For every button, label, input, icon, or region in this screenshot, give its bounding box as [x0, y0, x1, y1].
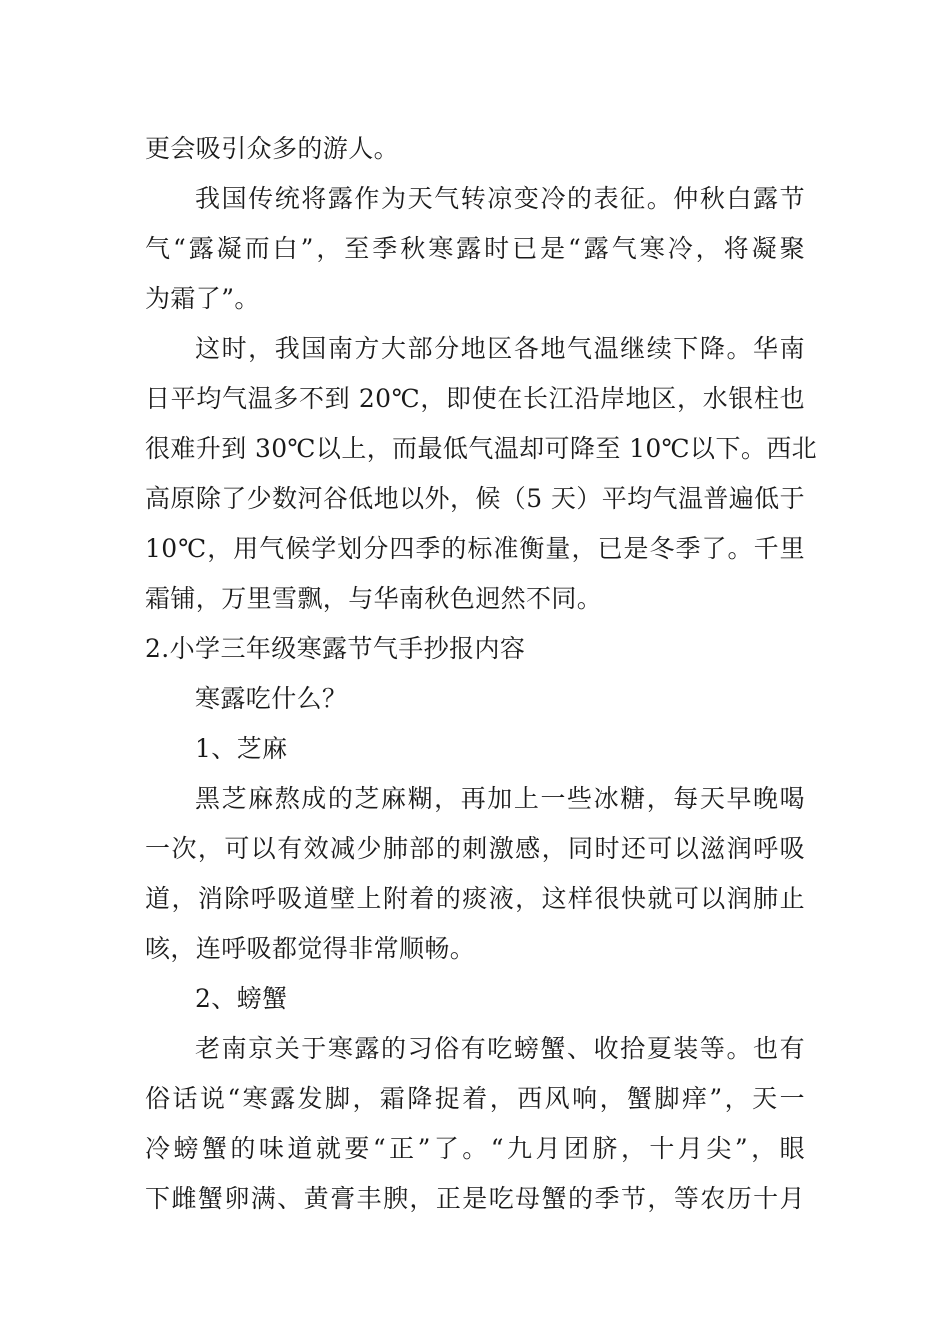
paragraph-line: 这时，我国南方大部分地区各地气温继续下降。华南 [195, 334, 805, 363]
paragraph-line: 俗话说“寒露发脚，霜降捉着，西风响，蟹脚痒”，天一 [145, 1084, 805, 1113]
paragraph-line: 道，消除呼吸道壁上附着的痰液，这样很快就可以润肺止 [145, 884, 805, 913]
paragraph-line: 下雌蟹卵满、黄膏丰腴，正是吃母蟹的季节，等农历十月 [145, 1184, 805, 1213]
list-item-heading: 2、螃蟹 [195, 984, 288, 1013]
paragraph-line: 我国传统将露作为天气转凉变冷的表征。仲秋白露节 [195, 184, 805, 213]
paragraph-line: 老南京关于寒露的习俗有吃螃蟹、收拾夏装等。也有 [195, 1034, 805, 1063]
paragraph-line: 为霜了”。 [145, 284, 260, 313]
paragraph-line: 冷螃蟹的味道就要“正”了。“九月团脐，十月尖”，眼 [145, 1134, 805, 1163]
paragraph-line: 气“露凝而白”，至季秋寒露时已是“露气寒冷，将凝聚 [145, 234, 805, 263]
paragraph-line: 日平均气温多不到 20℃，即使在长江沿岸地区，水银柱也 [145, 384, 805, 413]
paragraph-line: 霜铺，万里雪飘，与华南秋色迥然不同。 [145, 584, 603, 613]
section-heading: 2.小学三年级寒露节气手抄报内容 [145, 634, 526, 663]
subheading: 寒露吃什么？ [195, 684, 348, 713]
paragraph-line: 高原除了少数河谷低地以外，候（5 天）平均气温普遍低于 [145, 484, 805, 513]
paragraph-line: 10℃，用气候学划分四季的标准衡量，已是冬季了。千里 [145, 534, 805, 563]
paragraph-line: 更会吸引众多的游人。 [145, 134, 400, 163]
list-item-heading: 1、芝麻 [195, 734, 288, 763]
paragraph-line: 黑芝麻熬成的芝麻糊，再加上一些冰糖，每天早晚喝 [195, 784, 805, 813]
paragraph-line: 很难升到 30℃以上，而最低气温却可降至 10℃以下。西北 [145, 434, 818, 463]
paragraph-line: 咳，连呼吸都觉得非常顺畅。 [145, 934, 476, 963]
paragraph-line: 一次，可以有效减少肺部的刺激感，同时还可以滋润呼吸 [145, 834, 805, 863]
